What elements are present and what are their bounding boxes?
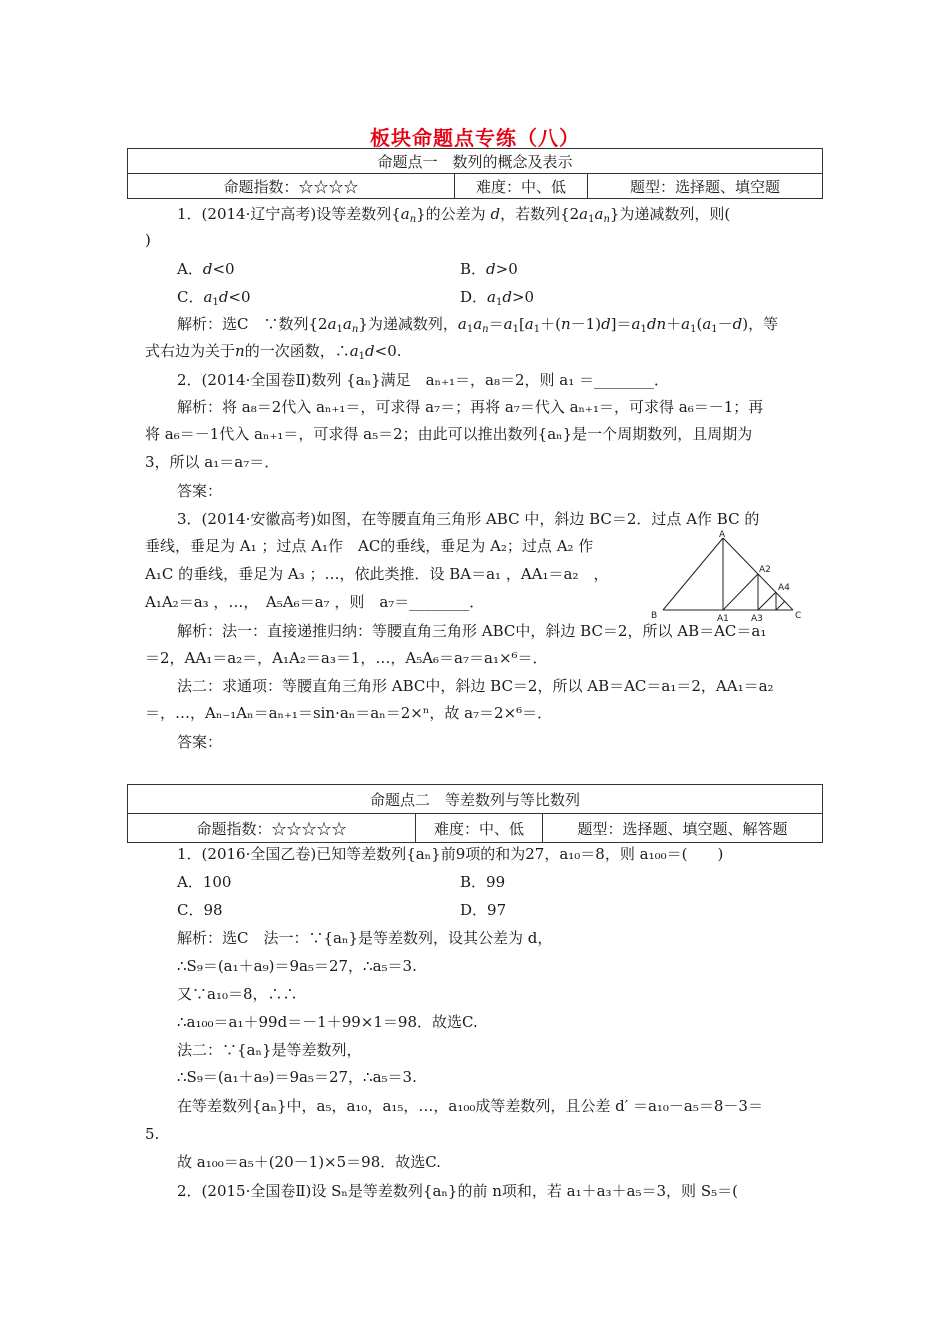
q1-solution-line1: 解析：选C ∵数列$\{2a_1a_n\}$为递减数列，$a_1a_n=a_1[a_1+(n-1)d]=a_1dn+a_1(a_1-d)$，等 [177, 315, 779, 335]
q1-option-d: D．$a_1d>0$ [460, 288, 535, 308]
q1-stem-close: ) [145, 231, 151, 249]
q3-stem-line3: A₁C 的垂线，垂足为 A₃ ；…，依此类推．设 BA＝a₁ ，AA₁＝a₂ ， [145, 565, 609, 583]
label-a4: A4 [778, 583, 790, 593]
q3-stem-line2: 垂线，垂足为 A₁ ；过点 A₁作 AC的垂线，垂足为 A₂；过点 A₂ 作 [145, 537, 594, 555]
section2-header [127, 784, 823, 843]
q2-solution-line2: 将 a₆＝－1代入 aₙ₊₁＝，可求得 a₅＝2；由此可以推出数列{aₙ}是一个周期数列，且周期为 [145, 425, 753, 443]
q2-answer: 答案： [177, 482, 223, 500]
q3-solution-line3: 法二：求通项：等腰直角三角形 ABC中，斜边 BC＝2，所以 AB＝AC＝a₁＝2，AA₁＝a₂ [177, 677, 774, 695]
q4-option-d: D．97 [460, 901, 507, 919]
q3-solution-line4: ＝，…，Aₙ₋₁Aₙ＝aₙ₊₁＝sin·aₙ＝aₙ＝2×ⁿ，故 a₇＝2×⁶＝． [145, 704, 553, 722]
q4-solution-line3: 又∵a₁₀＝8，∴∴ [177, 985, 298, 1003]
q3-answer: 答案： [177, 733, 223, 751]
section2-index: 命题指数：☆☆☆☆☆ [128, 814, 416, 843]
q1-option-a: A．d<0 [177, 260, 235, 278]
q1-option-b: B．d>0 [460, 260, 518, 278]
q4-solution-line6: ∴S₉＝(a₁＋a₉)＝9a₅＝27，∴a₅＝3. [177, 1068, 417, 1086]
q4-solution-line2: ∴S₉＝(a₁＋a₉)＝9a₅＝27，∴a₅＝3. [177, 957, 417, 975]
section2-name: 命题点二 等差数列与等比数列 [128, 785, 823, 814]
label-a2: A2 [759, 565, 771, 575]
q1-solution-line2: 式右边为关于n的一次函数，$\therefore a_1d<0$. [145, 342, 402, 362]
q4-stem: 1．(2016·全国乙卷)已知等差数列{aₙ}前9项的和为27，a₁₀＝8，则 a₁₀₀＝( ) [177, 845, 724, 863]
q4-solution-line9: 故 a₁₀₀＝a₅＋(20－1)×5＝98．故选C. [177, 1153, 441, 1171]
side-ab [663, 538, 723, 610]
section1-header [127, 148, 823, 199]
label-b: B [651, 611, 658, 621]
q4-solution-line8: 5. [145, 1125, 160, 1143]
q3-stem-line1: 3．(2014·安徽高考)如图，在等腰直角三角形 ABC 中，斜边 BC＝2．过点 A作 BC 的 [177, 510, 760, 528]
q4-solution-line1: 解析：选C 法一：∵{aₙ}是等差数列，设其公差为 d， [177, 929, 553, 947]
q3-stem-line4: A₁A₂＝a₃ ，…， A₅A₆＝a₇ ，则 a₇＝________． [145, 593, 485, 611]
section2-type: 题型：选择题、填空题、解答题 [543, 814, 823, 843]
section1-name: 命题点一 数列的概念及表示 [128, 149, 823, 174]
triangle-figure [645, 530, 805, 622]
segment-a5a6 [776, 601, 785, 610]
label-a1: A1 [717, 614, 729, 622]
q5-stem: 2．(2015·全国卷Ⅱ)设 Sₙ是等差数列{aₙ}的前 n项和，若 a₁＋a₃＋a₅＝3，则 S₅＝( [177, 1182, 738, 1200]
q4-option-a: A．100 [177, 873, 232, 891]
section1-type: 题型：选择题、填空题 [588, 174, 823, 199]
label-a3: A3 [751, 614, 763, 622]
q2-solution-line3: 3，所以 a₁＝a₇＝． [145, 453, 280, 471]
section2-difficulty: 难度：中、低 [416, 814, 543, 843]
section1-index: 命题指数：☆☆☆☆ [128, 174, 455, 199]
q4-solution-line5: 法二：∵{aₙ}是等差数列， [177, 1041, 362, 1059]
q1-stem: 1．(2014·辽宁高考)设等差数列$\{a_n\}$的公差为 d，若数列$\{2a_1a_n\}$为递减数列，则( [177, 205, 731, 225]
q3-solution-line1: 解析：法一：直接递推归纳：等腰直角三角形 ABC中，斜边 BC＝2，所以 AB＝AC＝a₁ [177, 622, 767, 640]
q3-solution-line2: ＝2，AA₁＝a₂＝，A₁A₂＝a₃＝1，…，A₅A₆＝a₇＝a₁×⁶＝． [145, 649, 548, 667]
segment-a3a4 [758, 592, 776, 610]
q4-solution-line4: ∴a₁₀₀＝a₁＋99d＝－1＋99×1＝98．故选C. [177, 1013, 478, 1031]
segment-a1a2 [723, 574, 758, 610]
q4-option-c: C．98 [177, 901, 223, 919]
q4-solution-line7: 在等差数列{aₙ}中，a₅，a₁₀，a₁₅，…，a₁₀₀成等差数列，且公差 d′ ＝a₁₀－a₅＝8－3＝ [177, 1097, 763, 1115]
q2-stem: 2．(2014·全国卷Ⅱ)数列 {aₙ}满足 aₙ₊₁＝，a₈＝2，则 a₁ ＝________． [177, 371, 670, 389]
q2-solution-line1: 解析：将 a₈＝2代入 aₙ₊₁＝，可求得 a₇＝；再将 a₇＝代入 aₙ₊₁＝，可求得 a₆＝－1；再 [177, 398, 764, 416]
label-a: A [719, 530, 726, 540]
page-title: 板块命题点专练（八） [370, 126, 580, 150]
label-c: C [795, 611, 802, 621]
section1-difficulty: 难度：中、低 [455, 174, 588, 199]
q4-option-b: B．99 [460, 873, 506, 891]
q1-option-c: C．$a_1d<0$ [177, 288, 251, 308]
